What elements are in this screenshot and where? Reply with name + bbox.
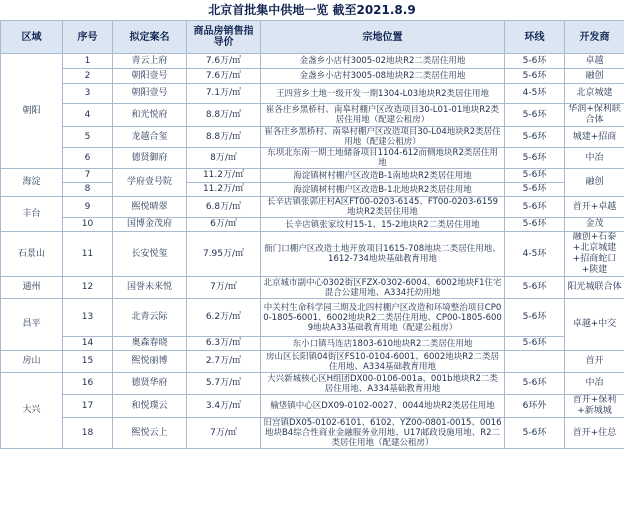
- table-row: [1, 127, 624, 148]
- ring-cell: 6环外: [505, 395, 565, 418]
- index-cell: 10: [63, 218, 113, 232]
- ring-cell: 5-6环: [505, 418, 565, 449]
- project-name-cell: 龙越合玺: [113, 127, 187, 148]
- column-header: 拟定案名: [113, 21, 187, 54]
- district-cell: 大兴: [1, 373, 63, 449]
- index-cell: 9: [63, 197, 113, 218]
- price-cell: 7万/㎡: [187, 277, 261, 299]
- project-name-cell: 学府壹号院: [113, 169, 187, 197]
- index-cell: 7: [63, 169, 113, 183]
- district-cell: 海淀: [1, 169, 63, 197]
- district-cell: 房山: [1, 351, 63, 373]
- developer-cell: 城建+招商: [565, 127, 624, 148]
- price-cell: 8.8万/㎡: [187, 127, 261, 148]
- index-cell: 11: [63, 232, 113, 277]
- developer-cell: 首开+卓越: [565, 197, 624, 218]
- column-header: 序号: [63, 21, 113, 54]
- table-row: [1, 148, 624, 169]
- table-row: [1, 373, 624, 395]
- ring-cell: 5-6环: [505, 104, 565, 127]
- table-row: [1, 84, 624, 104]
- table-row: [1, 351, 624, 373]
- index-cell: 17: [63, 395, 113, 418]
- project-name-cell: 青云上府: [113, 54, 187, 69]
- index-cell: 3: [63, 84, 113, 104]
- price-cell: 8万/㎡: [187, 148, 261, 169]
- table-row: [1, 54, 624, 69]
- ring-cell: 5-6环: [505, 277, 565, 299]
- ring-cell: 5-6环: [505, 337, 565, 351]
- project-name-cell: 国博金茂府: [113, 218, 187, 232]
- price-cell: 6万/㎡: [187, 218, 261, 232]
- developer-cell: 卓越: [565, 54, 624, 69]
- ring-cell: 5-6环: [505, 148, 565, 169]
- ring-cell: 5-6环: [505, 169, 565, 183]
- table-row: [1, 418, 624, 449]
- developer-cell: 融创: [565, 69, 624, 84]
- column-header: 开发商: [565, 21, 624, 54]
- developer-cell: 中冶: [565, 148, 624, 169]
- ring-cell: 5-6环: [505, 197, 565, 218]
- index-cell: 16: [63, 373, 113, 395]
- project-name-cell: 朝阳壹号: [113, 84, 187, 104]
- location-cell: 衙门口棚户区改造土地开放项目1615-708地块二类居住用地、1612-734地块基础教育用地: [261, 232, 505, 277]
- table-row: [1, 277, 624, 299]
- location-cell: 榆垡镇中心区DX09-0102-0027、0044地块R2类居住用地: [261, 395, 505, 418]
- ring-cell: 5-6环: [505, 299, 565, 337]
- price-cell: 6.3万/㎡: [187, 337, 261, 351]
- location-cell: 崔各庄乡黑桥村、南皋村棚户区改造项目30-L01-01地块R2类居住用地（配建公租房）: [261, 104, 505, 127]
- price-cell: 7.95万/㎡: [187, 232, 261, 277]
- index-cell: 6: [63, 148, 113, 169]
- table-header-row: [1, 21, 624, 54]
- table-row: [1, 197, 624, 218]
- index-cell: 14: [63, 337, 113, 351]
- price-cell: 7.6万/㎡: [187, 54, 261, 69]
- developer-cell: 首开: [565, 351, 624, 373]
- project-name-cell: 德贤华府: [113, 373, 187, 395]
- developer-cell: 融创+石泰+北京城建+招商蛇口+陕建: [565, 232, 624, 277]
- project-name-cell: 奥森春晓: [113, 337, 187, 351]
- price-cell: 2.7万/㎡: [187, 351, 261, 373]
- index-cell: 2: [63, 69, 113, 84]
- index-cell: 1: [63, 54, 113, 69]
- table-row: [1, 337, 624, 351]
- ring-cell: 4-5环: [505, 232, 565, 277]
- developer-cell: 卓越+中交: [565, 299, 624, 351]
- district-cell: 石景山: [1, 232, 63, 277]
- location-cell: 崔各庄乡黑桥村、南皋村棚户区改造项目30-L04地块R2类居住用地（配建公租房）: [261, 127, 505, 148]
- location-cell: 东小口镇马连店1803-610地块R2二类居住用地: [261, 337, 505, 351]
- project-name-cell: 北青云际: [113, 299, 187, 337]
- district-cell: 昌平: [1, 299, 63, 351]
- project-name-cell: 长安悦玺: [113, 232, 187, 277]
- table-row: [1, 395, 624, 418]
- index-cell: 13: [63, 299, 113, 337]
- location-cell: 北京城市副中心0302街区FZX-0302-6004、6002地块F1住宅混合公建用地、A334托幼用地: [261, 277, 505, 299]
- table-row: [1, 232, 624, 277]
- index-cell: 8: [63, 183, 113, 197]
- developer-cell: 阳光城联合体: [565, 277, 624, 299]
- location-cell: 长辛店镇张家坟村15-1、15-2地块R2二类居住用地: [261, 218, 505, 232]
- location-cell: 旧宫镇DX05-0102-6101、6102、YZ00-0801-0015、0016地块B4综合性商业金融服务业用地、U17邮政设施用地、R2二类居住用地（配建公租房）: [261, 418, 505, 449]
- location-cell: 王四营乡土地一级开发一期1304-L03地块R2类居住用地: [261, 84, 505, 104]
- district-cell: 丰台: [1, 197, 63, 232]
- price-cell: 11.2万/㎡: [187, 169, 261, 183]
- location-cell: 房山区长阳镇04街区FS10-0104-6001、6002地块R2二类居住用地、A334基础教育用地: [261, 351, 505, 373]
- project-name-cell: 朝阳壹号: [113, 69, 187, 84]
- ring-cell: 5-6环: [505, 69, 565, 84]
- price-cell: 7万/㎡: [187, 418, 261, 449]
- index-cell: 18: [63, 418, 113, 449]
- district-cell: 朝阳: [1, 54, 63, 169]
- table-row: [1, 183, 624, 197]
- table-row: [1, 299, 624, 337]
- location-cell: 东坝北东南一期土地储备项目1104-612而侧地块R2类居住用地: [261, 148, 505, 169]
- price-cell: 6.8万/㎡: [187, 197, 261, 218]
- price-cell: 7.6万/㎡: [187, 69, 261, 84]
- project-name-cell: 和光悦府: [113, 104, 187, 127]
- ring-cell: [505, 351, 565, 373]
- ring-cell: 5-6环: [505, 183, 565, 197]
- developer-cell: 中冶: [565, 373, 624, 395]
- developer-cell: 首开+住总: [565, 418, 624, 449]
- developer-cell: 金茂: [565, 218, 624, 232]
- price-cell: 11.2万/㎡: [187, 183, 261, 197]
- project-name-cell: 熙悦云上: [113, 418, 187, 449]
- location-cell: 海淀镇树村棚户区改造B-1南地块R2类居住用地: [261, 169, 505, 183]
- project-name-cell: 和悦璞云: [113, 395, 187, 418]
- project-name-cell: 熙悦丽博: [113, 351, 187, 373]
- price-cell: 3.4万/㎡: [187, 395, 261, 418]
- column-header: 宗地位置: [261, 21, 505, 54]
- location-cell: 金盏乡小店村3005-02地块R2二类居住用地: [261, 54, 505, 69]
- price-cell: 8.8万/㎡: [187, 104, 261, 127]
- district-cell: 通州: [1, 277, 63, 299]
- table-row: [1, 218, 624, 232]
- index-cell: 5: [63, 127, 113, 148]
- developer-cell: 华润+保利联合体: [565, 104, 624, 127]
- location-cell: 中关村生命科学园三期及北四村棚户区改造和环境整治项目CP00-1805-6001、6002地块R2二类居住用地、CP00-1805-6009地块A33基础教育用地（配建公租房）: [261, 299, 505, 337]
- column-header: 区域: [1, 21, 63, 54]
- land-supply-table: [0, 20, 624, 449]
- ring-cell: 5-6环: [505, 373, 565, 395]
- location-cell: 长辛店镇张郭庄村A区FT00-0203-6145、FT00-0203-6159地块R2类居住用地: [261, 197, 505, 218]
- project-name-cell: 德贤御府: [113, 148, 187, 169]
- table-row: [1, 169, 624, 183]
- index-cell: 4: [63, 104, 113, 127]
- page-title: 北京首批集中供地一览 截至2021.8.9: [0, 0, 624, 20]
- developer-cell: 首开+保利+新城城: [565, 395, 624, 418]
- price-cell: 7.1万/㎡: [187, 84, 261, 104]
- price-cell: 5.7万/㎡: [187, 373, 261, 395]
- ring-cell: 5-6环: [505, 127, 565, 148]
- price-cell: 6.2万/㎡: [187, 299, 261, 337]
- project-name-cell: 国誉未来悦: [113, 277, 187, 299]
- column-header: 商品房销售指导价: [187, 21, 261, 54]
- ring-cell: 5-6环: [505, 54, 565, 69]
- table-row: [1, 104, 624, 127]
- project-name-cell: 熙悦晴翠: [113, 197, 187, 218]
- ring-cell: 5-6环: [505, 218, 565, 232]
- developer-cell: 北京城建: [565, 84, 624, 104]
- index-cell: 15: [63, 351, 113, 373]
- location-cell: 金盏乡小店村3005-08地块R2二类居住用地: [261, 69, 505, 84]
- column-header: 环线: [505, 21, 565, 54]
- location-cell: 大兴新城核心区H组团DX00-0106-001a、001b地块R2二类居住用地、A334基础教育用地: [261, 373, 505, 395]
- location-cell: 海淀镇树村棚户区改造B-1北地块R2类居住用地: [261, 183, 505, 197]
- ring-cell: 4-5环: [505, 84, 565, 104]
- table-row: [1, 69, 624, 84]
- developer-cell: 融创: [565, 169, 624, 197]
- index-cell: 12: [63, 277, 113, 299]
